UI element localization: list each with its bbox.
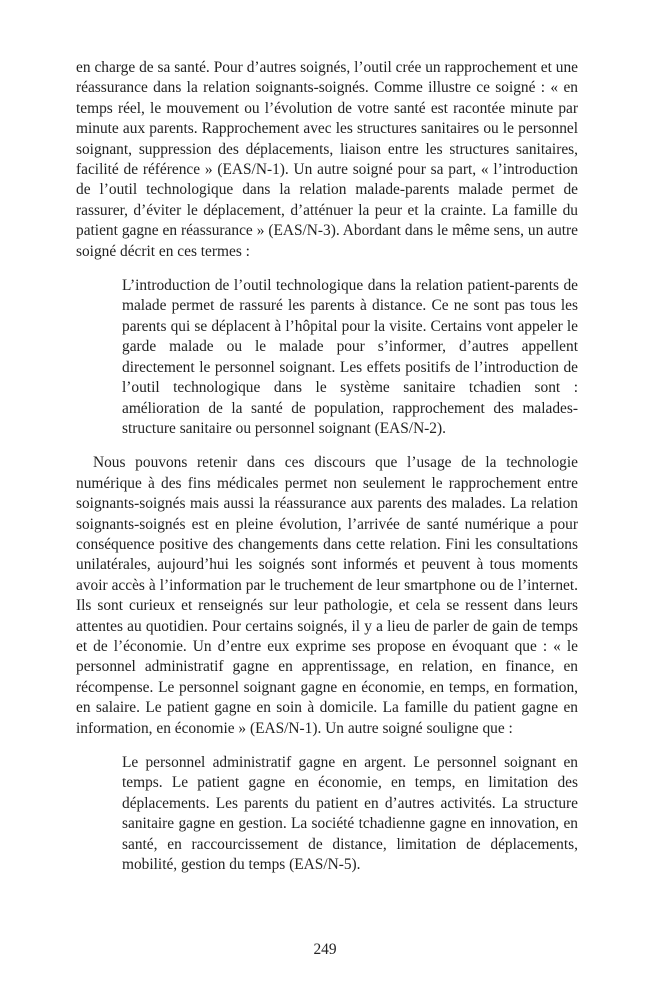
page-body: [76, 58, 578, 889]
page-number: 249: [313, 941, 337, 958]
body-paragraph: en charge de sa santé. Pour d’autres soignés, l’outil crée un rapprochement et une réassurance dans la relation soignants-soignés. Comme illustre ce soigné : « en temps réel, le mouvement ou l’évolution de votre santé est racontée minute par minute aux parents. Rapprochement avec les structures sanitaires ou le personnel soignant, suppression des déplacements, liaison entre les structures sanitaires, facilité de référence » (EAS/N-1). Un autre soigné pour sa part, « l’introduction de l’outil technologique dans la relation malade-parents malade permet de rassurer, d’éviter le déplacement, d’atténuer la peur et la crainte. La famille du patient gagne en réassurance » (EAS/N-3). Abordant dans le même sens, un autre soigné décrit en ces termes :: [76, 59, 578, 260]
body-paragraph: Nous pouvons retenir dans ces discours que l’usage de la technologie numérique à des fins médicales permet non seulement le rapprochement entre soignants-soignés mais aussi la réassurance aux parents des malades. La relation soignants-soignés est en pleine évolution, l’arrivée de santé numérique a pour conséquence positive des changements dans cette relation. Fini les consultations unilatérales, aujourd’hui les soignés sont informés et peuvent à tous moments avoir accès à l’information par le truchement de leur smartphone ou de l’internet. Ils sont curieux et renseignés sur leur pathologie, et cela se ressent dans leurs attentes au quotidien. Pour certains soignés, il y a lieu de parler de gain de temps et de l’économie. Un d’entre eux exprime ses propose en évoquant que : « le personnel administratif gagne en apprentissage, en relation, en finance, en récompense. Le personnel soignant gagne en économie, en temps, en formation, en salaire. Le patient gagne en soin à domicile. La famille du patient gagne en information, en économie » (EAS/N-1). Un autre soigné souligne que :: [76, 454, 578, 737]
block-quote: L’introduction de l’outil technologique dans la relation patient-parents de malade permet de rassuré les parents à distance. Ce ne sont pas tous les parents qui se déplacent à l’hôpital pour la visite. Certains vont appeler le garde malade ou le malade pour s’informer, d’autres appellent directement le personnel soignant. Les effets positifs de l’introduction de l’outil technologique dans le système sanitaire tchadien sont : amélioration de la santé de population, rapprochement des malades-structure sanitaire ou personnel soignant (EAS/N-2).: [122, 277, 578, 437]
block-quote: Le personnel administratif gagne en argent. Le personnel soignant en temps. Le patient gagne en économie, en temps, en limitation des déplacements. Les parents du patient en d’autres activités. La structure sanitaire gagne en gestion. La société tchadienne gagne en innovation, en santé, en raccourcissement de distance, limitation de déplacements, mobilité, gestion du temps (EAS/N-5).: [122, 754, 578, 874]
